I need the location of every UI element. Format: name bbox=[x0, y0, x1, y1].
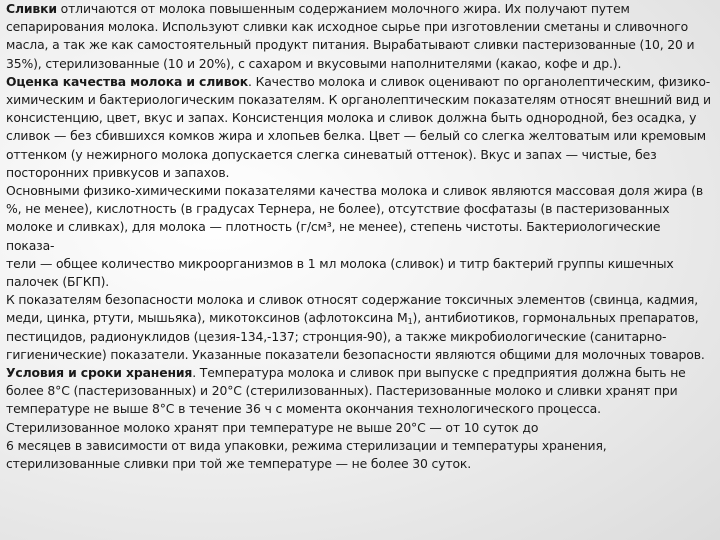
slide-text bbox=[6, 0, 712, 473]
paragraph-bacterio bbox=[6, 255, 712, 291]
paragraph-safety bbox=[6, 291, 712, 364]
heading-quality: Оценка качества молока и сливок bbox=[6, 73, 249, 89]
term-cream: Сливки bbox=[6, 1, 57, 16]
subscript-1: 1 bbox=[407, 317, 413, 327]
paragraph-storage-cont-text: 6 месяцев в зависимости от вида упаковки, режима стерилизации и температуры хранения, стерилизованные сливки при той же температуре — не более 30 суток. bbox=[6, 437, 607, 472]
paragraph-bacterio-text: тели — общее количество микроорганизмов в 1 мл молока (сливок) и титр бактерий группы кишечных палочек (БГКП). bbox=[6, 255, 674, 290]
paragraph-storage bbox=[6, 364, 712, 437]
paragraph-safety-text-a: К показателям безопасности молока и сливок относят содержание токсичных элементов (свинца, кадмия, меди, цинка, ртути, мышьяка), микотоксинов (афлотоксина М bbox=[6, 292, 698, 326]
paragraph-quality bbox=[6, 73, 712, 182]
paragraph-storage-text: . Температура молока и сливок при выпуске с предприятия должна быть не более 8°С (пастеризованных) и 20°С (стерилизованных). Пастеризованные молоко и сливки хранят при температуре не выше 8°С в течение 36 ч с момента окончания технологического процесса. Стерилизованное молоко хранят при температуре не выше 20°С — от 10 суток до bbox=[6, 365, 686, 435]
paragraph-physchem-text: Основными физико-химическими показателями качества молока и сливок являются массовая доля жира (в %, не менее), кислотность (в градусах Тернера, не более), отсутствие фосфатазы (в пастеризованных молоке и сливках), для молока — плотность (г/см³, не менее), степень чистоты. Бактериологические показа- bbox=[6, 183, 703, 253]
paragraph-quality-text: . Качество молока и сливок оценивают по органолептическим, физико-химическим и бактериологическим показателям. К органолептическим показателям относят внешний вид и консистенцию, цвет, вкус и запах. Консистенция молока и сливок должна быть однородной, без осадка, у сливок — без сбившихся комков жира и хлопьев белка. Цвет — белый со слегка желтоватым или кремовым оттенком (у нежирного молока допускается слегка синеватый оттенок). Вкус и запах — чистые, без посторонних привкусов и запахов. bbox=[6, 73, 711, 180]
paragraph-physchem bbox=[6, 182, 712, 255]
heading-storage: Условия и сроки хранения bbox=[6, 365, 193, 381]
paragraph-cream-text: отличаются от молока повышенным содержанием молочного жира. Их получают путем сепарирования молока. Используют сливки как исходное сырье при изготовлении сметаны и сливочного масла, а так же как самостоятельный продукт питания. Вырабатывают сливки пастеризованные (10, 20 и 35%), стерилизованные (10 и 20%), с сахаром и вкусовыми наполнителями (какао, кофе и др.). bbox=[6, 1, 695, 71]
paragraph-safety-text-b: ), антибиотиков, гормональных препаратов, пестицидов, радионуклидов (цезия-134,-137; стронция-90), а также микробиологические (санитарно-гигиенические) показатели. Указанные показатели безопасности являются общими для молочных товаров. bbox=[6, 310, 705, 362]
paragraph-cream bbox=[6, 0, 712, 73]
paragraph-storage-cont bbox=[6, 437, 712, 473]
